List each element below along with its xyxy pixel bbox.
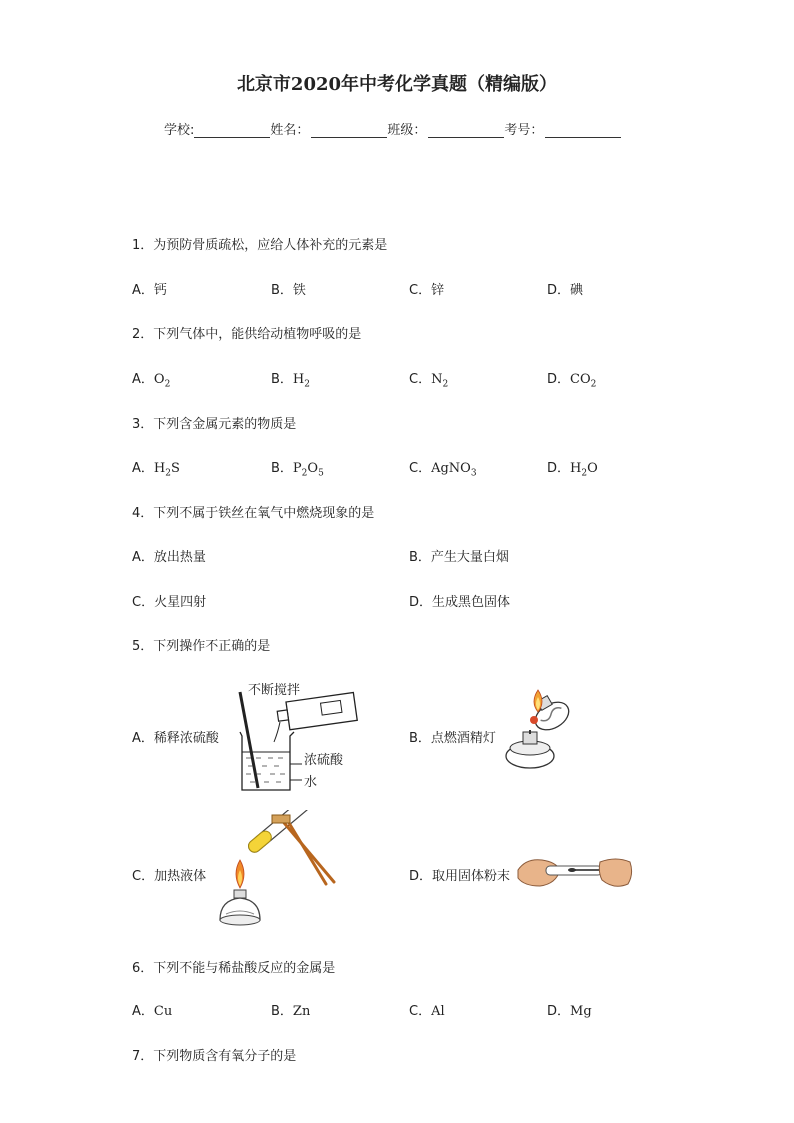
q3-option-a[interactable]: A．$H_2S$ <box>132 461 180 479</box>
label-concentrated-acid: 浓硫酸 <box>304 753 344 768</box>
figure-dilute-acid <box>228 680 368 795</box>
label-water: 水 <box>304 775 318 790</box>
exam-no-label: 考号： <box>504 123 544 138</box>
q4-option-d[interactable]: D．生成黑色固体 <box>409 595 511 610</box>
question-1: 1．为预防骨质疏松，应给人体补充的元素是 <box>132 238 388 253</box>
school-blank[interactable] <box>194 123 270 138</box>
label-stir: 不断搅拌 <box>248 683 301 698</box>
question-6: 6．下列不能与稀盐酸反应的金属是 <box>132 961 336 976</box>
q2-option-c[interactable]: C．$N_2$ <box>409 372 449 390</box>
figure-solid-powder <box>516 850 634 896</box>
question-7: 7．下列物质含有氧分子的是 <box>132 1049 297 1064</box>
question-3: 3．下列含金属元素的物质是 <box>132 417 297 432</box>
q5-option-a[interactable]: A．稀释浓硫酸 <box>132 731 219 746</box>
q4-option-a[interactable]: A．放出热量 <box>132 550 206 565</box>
q1-option-a[interactable]: A．钙 <box>132 283 167 298</box>
name-label: 姓名： <box>270 123 310 138</box>
exam-no-blank[interactable] <box>545 123 621 138</box>
q2-option-a[interactable]: A．$O_2$ <box>132 372 171 390</box>
q6-option-d[interactable]: D．Mg <box>547 1004 592 1019</box>
question-4: 4．下列不属于铁丝在氧气中燃烧现象的是 <box>132 506 375 521</box>
q2-option-d[interactable]: D．$CO_2$ <box>547 372 597 390</box>
question-2: 2．下列气体中，能供给动植物呼吸的是 <box>132 327 362 342</box>
q1-option-c[interactable]: C．锌 <box>409 283 445 298</box>
q3-option-d[interactable]: D．$H_2O$ <box>547 461 598 479</box>
q4-option-c[interactable]: C．火星四射 <box>132 595 207 610</box>
q3-option-c[interactable]: C．AgNO$_3$ <box>409 461 477 479</box>
q5-option-d[interactable]: D．取用固体粉末 <box>409 869 511 884</box>
q4-option-b[interactable]: B．产生大量白烟 <box>409 550 509 565</box>
page-title: 北京市2020年中考化学真题（精编版） <box>236 74 558 95</box>
q5-option-b[interactable]: B．点燃酒精灯 <box>409 731 496 746</box>
info-line <box>164 119 621 138</box>
q6-option-a[interactable]: A．Cu <box>132 1004 173 1019</box>
q1-option-b[interactable]: B．铁 <box>271 283 306 298</box>
q6-option-c[interactable]: C．Al <box>409 1004 445 1019</box>
name-blank[interactable] <box>311 123 387 138</box>
figure-light-lamp <box>500 686 586 772</box>
q1-option-d[interactable]: D．碘 <box>547 283 584 298</box>
q6-option-b[interactable]: B．Zn <box>271 1004 311 1019</box>
q3-option-b[interactable]: B．$P_2O_5$ <box>271 461 324 479</box>
figure-heat-liquid <box>214 810 344 936</box>
class-label: 班级： <box>387 123 427 138</box>
class-blank[interactable] <box>428 123 504 138</box>
question-5: 5．下列操作不正确的是 <box>132 639 271 654</box>
q5-option-c[interactable]: C．加热液体 <box>132 869 207 884</box>
school-label: 学校: <box>164 123 195 138</box>
q2-option-b[interactable]: B．$H_2$ <box>271 372 310 390</box>
